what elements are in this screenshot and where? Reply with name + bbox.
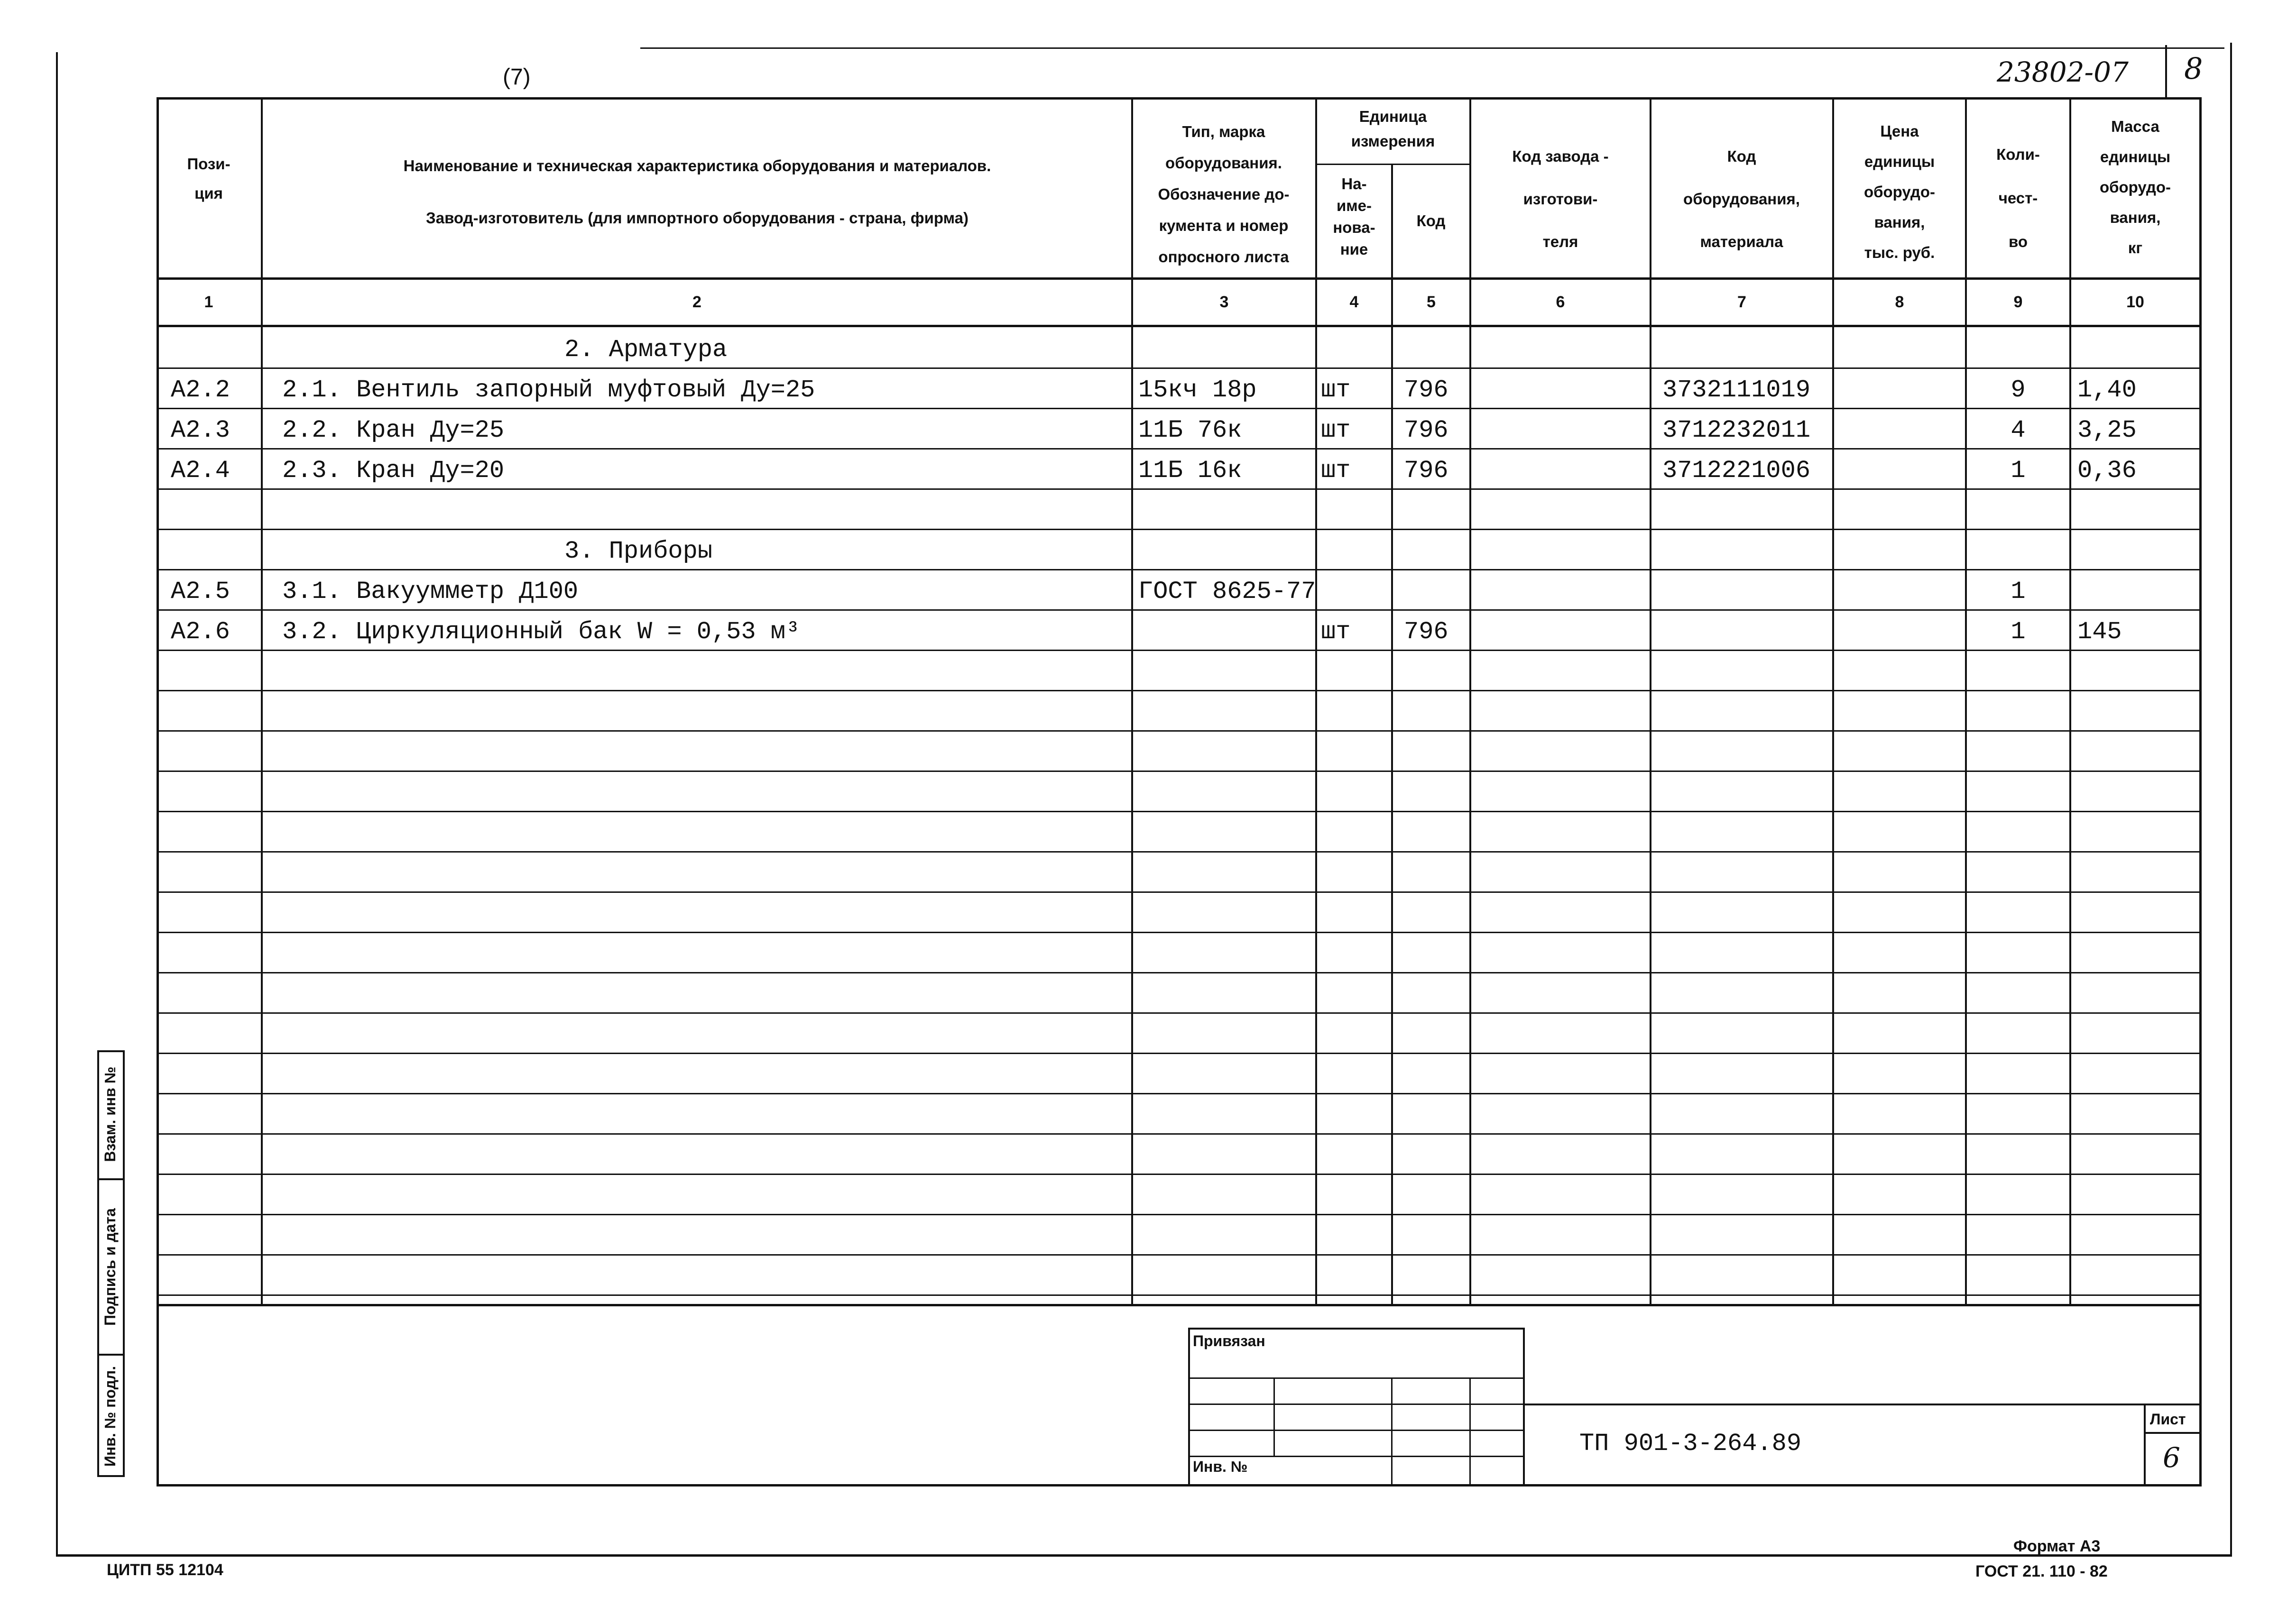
col-num-6: 6 — [1556, 293, 1565, 311]
row-divider — [157, 609, 2202, 611]
col-header-8: Цена единицы оборудо- вания, тыс. руб. — [1863, 122, 1936, 261]
side-stamp-inv-original: Инв. № подл. — [101, 1366, 119, 1467]
footer-left: ЦИТП 55 12104 — [107, 1561, 223, 1579]
col-num-2: 2 — [692, 293, 701, 311]
cell-name: 2. Арматура — [564, 336, 728, 364]
row-divider — [157, 1053, 2202, 1054]
col-num-10: 10 — [2126, 293, 2144, 311]
row-divider — [157, 1174, 2202, 1175]
col-header-6: Код завода - изготови- теля — [1512, 147, 1609, 250]
cell-mass: 1,40 — [2077, 376, 2137, 404]
row-divider — [157, 1254, 2202, 1256]
cell-code: 3712221006 — [1662, 457, 1811, 485]
row-divider — [157, 1012, 2202, 1014]
col-num-8: 8 — [1895, 293, 1904, 311]
cell-qty: 1 — [2011, 578, 2026, 606]
row-divider — [157, 367, 2202, 369]
cell-name: 3. Приборы — [564, 537, 713, 565]
row-divider — [157, 690, 2202, 691]
col-num-7: 7 — [1737, 293, 1746, 311]
col-num-4: 4 — [1349, 293, 1359, 311]
col-num-3: 3 — [1219, 293, 1229, 311]
doc-code: ТП 901-3-264.89 — [1579, 1430, 1802, 1458]
col-header-7: Код оборудования, материала — [1683, 147, 1800, 250]
row-divider — [157, 1093, 2202, 1094]
row-divider — [157, 488, 2202, 490]
unit-group-header: Единица измерения — [1351, 108, 1435, 150]
row-divider — [157, 771, 2202, 772]
corner-box-divider — [2165, 45, 2167, 97]
cell-mass: 3,25 — [2077, 416, 2137, 444]
row-divider — [157, 811, 2202, 812]
cell-name: 2.2. Кран Ду=25 — [282, 416, 505, 444]
cell-mass: 0,36 — [2077, 457, 2137, 485]
side-stamp-sign-date: Подпись и дата — [101, 1208, 119, 1326]
row-divider — [157, 972, 2202, 973]
cell-type: 15кч 18р — [1138, 376, 1257, 404]
col-header-2: Наименование и техническая характеристика оборудования и материалов. Завод-изготовитель (для импортного оборудования - страна, фирма) — [403, 157, 991, 227]
corner-number: 8 — [2184, 51, 2203, 86]
top-page-label: (7) — [503, 64, 531, 90]
cell-pos: А2.3 — [171, 416, 230, 444]
row-divider — [157, 1294, 2202, 1296]
row-divider — [157, 448, 2202, 450]
row-divider — [157, 891, 2202, 893]
col-num-9: 9 — [2013, 293, 2023, 311]
cell-mass: 145 — [2077, 618, 2122, 646]
cell-unit: шт — [1321, 376, 1351, 404]
row-divider — [157, 1133, 2202, 1135]
frame-top — [640, 47, 2224, 49]
cell-unit-code: 796 — [1404, 457, 1448, 485]
col-num-5: 5 — [1427, 293, 1436, 311]
cell-name: 2.3. Кран Ду=20 — [282, 457, 505, 485]
cell-name: 3.2. Циркуляционный бак W = 0,53 м³ — [282, 618, 801, 646]
row-divider — [157, 408, 2202, 409]
cell-qty: 9 — [2011, 376, 2026, 404]
row-divider — [157, 932, 2202, 933]
row-divider — [157, 650, 2202, 651]
cell-qty: 1 — [2011, 457, 2026, 485]
col-header-5: Код — [1416, 212, 1446, 229]
sheet-number: 6 — [2163, 1441, 2180, 1474]
col-header-3: Тип, марка оборудования. Обозначение до- кумента и номер опросного листа — [1158, 123, 1290, 266]
row-divider — [157, 1214, 2202, 1215]
frame-left — [56, 52, 58, 1555]
cell-unit: шт — [1321, 618, 1351, 646]
cell-unit-code: 796 — [1404, 416, 1448, 444]
row-divider — [157, 569, 2202, 570]
row-divider — [157, 730, 2202, 732]
cell-name: 2.1. Вентиль запорный муфтовый Ду=25 — [282, 376, 815, 404]
handwritten-number: 23802-07 — [1997, 56, 2129, 88]
footer-standard: ГОСТ 21. 110 - 82 — [1975, 1562, 2108, 1580]
cell-code: 3712232011 — [1662, 416, 1811, 444]
cell-code: 3732111019 — [1662, 376, 1811, 404]
col-header-9: Коли- чест- во — [1996, 146, 2040, 250]
cell-pos: А2.6 — [171, 618, 230, 646]
side-stamp-replace-inv: Взам. инв № — [101, 1066, 119, 1162]
inv-no-label: Инв. № — [1193, 1458, 1248, 1475]
frame-right — [2230, 43, 2232, 1555]
cell-unit: шт — [1321, 416, 1351, 444]
bottom-stamp — [157, 1306, 2202, 1486]
row-divider — [157, 851, 2202, 853]
col-num-1: 1 — [204, 293, 213, 311]
col-header-10: Масса единицы оборудо- вания, кг — [2099, 118, 2171, 257]
cell-type: 11Б 16к — [1138, 457, 1242, 485]
col-header-4: На- име- нова- ние — [1333, 175, 1375, 258]
row-divider — [157, 529, 2202, 530]
attached-label: Привязан — [1193, 1332, 1265, 1349]
cell-pos: А2.2 — [171, 376, 230, 404]
cell-unit-code: 796 — [1404, 618, 1448, 646]
cell-unit: шт — [1321, 457, 1351, 485]
cell-pos: А2.5 — [171, 578, 230, 606]
frame-bottom — [56, 1554, 2232, 1557]
cell-qty: 4 — [2011, 416, 2026, 444]
cell-qty: 1 — [2011, 618, 2026, 646]
footer-format: Формат А3 — [2013, 1537, 2101, 1555]
sheet-label: Лист — [2150, 1411, 2186, 1428]
cell-unit-code: 796 — [1404, 376, 1448, 404]
cell-name: 3.1. Вакуумметр Д100 — [282, 578, 579, 606]
cell-pos: А2.4 — [171, 457, 230, 485]
cell-type: 11Б 76к — [1138, 416, 1242, 444]
col-header-1: Пози- ция — [187, 155, 231, 202]
side-stamp — [97, 1050, 125, 1477]
equipment-table — [157, 97, 2202, 1306]
cell-type: ГОСТ 8625-77 — [1138, 578, 1316, 606]
